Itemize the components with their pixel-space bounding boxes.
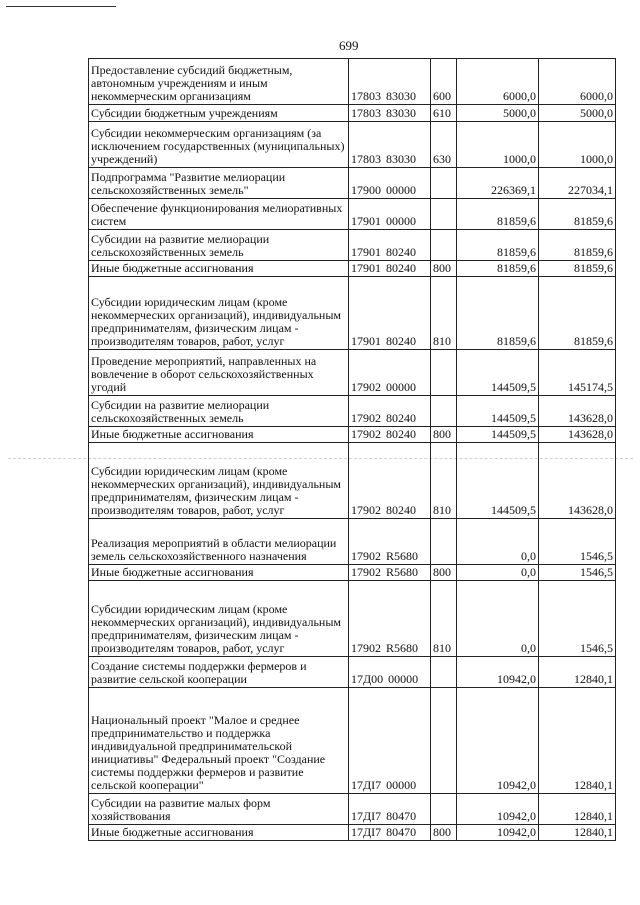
- row-name: Иные бюджетные ассигнования: [89, 825, 349, 841]
- table-row: [89, 277, 616, 350]
- budget-table-body: [89, 59, 616, 841]
- row-code: 17901 80240: [349, 261, 431, 277]
- row-code: 17902 80240: [349, 396, 431, 427]
- row-vr: [431, 168, 457, 199]
- row-value-2: 1546,5: [539, 581, 616, 657]
- row-value-2: 1000,0: [539, 122, 616, 168]
- row-name: Реализация мероприятий в области мелиорации земель сельскохозяйственного назначения: [89, 519, 349, 565]
- row-value-1: 10942,0: [457, 794, 539, 825]
- row-value-1: 144509,5: [457, 427, 539, 443]
- row-value-2: 81859,6: [539, 230, 616, 261]
- row-code: 17902 R5680: [349, 519, 431, 565]
- row-vr: [431, 230, 457, 261]
- row-name: Обеспечение функционирования мелиоративных систем: [89, 199, 349, 230]
- row-code: 17900 00000: [349, 168, 431, 199]
- row-value-1: 81859,6: [457, 230, 539, 261]
- row-value-2: 81859,6: [539, 261, 616, 277]
- row-code: 17ДI7 80470: [349, 794, 431, 825]
- table-row: [89, 261, 616, 277]
- row-code: 17901 00000: [349, 199, 431, 230]
- row-vr: 800: [431, 565, 457, 581]
- row-vr: [431, 688, 457, 794]
- row-value-1: 6000,0: [457, 59, 539, 105]
- row-vr: [431, 396, 457, 427]
- row-vr: [431, 199, 457, 230]
- row-value-1: 5000,0: [457, 105, 539, 122]
- table-row: [89, 396, 616, 427]
- budget-table: [88, 58, 616, 841]
- table-row: [89, 825, 616, 841]
- table-row: [89, 168, 616, 199]
- row-vr: 810: [431, 443, 457, 519]
- row-name: Проведение мероприятий, направленных на вовлечение в оборот сельскохозяйственных угодий: [89, 350, 349, 396]
- row-name: Предоставление субсидий бюджетным, автономным учреждениям и иным некоммерческим организациям: [89, 59, 349, 105]
- row-vr: 810: [431, 277, 457, 350]
- row-value-1: 10942,0: [457, 825, 539, 841]
- row-value-2: 81859,6: [539, 199, 616, 230]
- row-value-2: 81859,6: [539, 277, 616, 350]
- row-name: Подпрограмма "Развитие мелиорации сельскохозяйственных земель": [89, 168, 349, 199]
- row-value-2: 12840,1: [539, 825, 616, 841]
- top-rule: [6, 6, 116, 7]
- row-name: Создание системы поддержки фермеров и развитие сельской кооперации: [89, 657, 349, 688]
- row-name: Субсидии на развитие малых форм хозяйствования: [89, 794, 349, 825]
- row-code: 17803 83030: [349, 105, 431, 122]
- row-value-1: 226369,1: [457, 168, 539, 199]
- row-value-1: 144509,5: [457, 396, 539, 427]
- row-code: 17ДI7 80470: [349, 825, 431, 841]
- row-code: 17ДI7 00000: [349, 688, 431, 794]
- table-row: [89, 657, 616, 688]
- table-row: [89, 427, 616, 443]
- row-value-2: 12840,1: [539, 688, 616, 794]
- row-value-1: 81859,6: [457, 261, 539, 277]
- row-vr: 630: [431, 122, 457, 168]
- row-vr: 600: [431, 59, 457, 105]
- row-code: 17902 R5680: [349, 581, 431, 657]
- row-value-1: 0,0: [457, 581, 539, 657]
- row-value-2: 6000,0: [539, 59, 616, 105]
- row-vr: 610: [431, 105, 457, 122]
- row-value-1: 0,0: [457, 565, 539, 581]
- table-row: [89, 199, 616, 230]
- row-code: 17902 80240: [349, 427, 431, 443]
- row-value-1: 10942,0: [457, 688, 539, 794]
- row-name: Иные бюджетные ассигнования: [89, 565, 349, 581]
- page-number: 699: [339, 38, 359, 53]
- row-vr: [431, 519, 457, 565]
- row-code: 17901 80240: [349, 277, 431, 350]
- row-name: Субсидии юридическим лицам (кроме некоммерческих организаций), индивидуальным предпринимателям, физическим лицам - производителям товаров, работ, услуг: [89, 581, 349, 657]
- table-row: [89, 581, 616, 657]
- row-name: Иные бюджетные ассигнования: [89, 427, 349, 443]
- row-value-2: 143628,0: [539, 427, 616, 443]
- row-value-2: 1546,5: [539, 519, 616, 565]
- row-name: Субсидии некоммерческим организациям (за исключением государственных (муниципальных) учреждений): [89, 122, 349, 168]
- row-value-1: 0,0: [457, 519, 539, 565]
- row-vr: [431, 794, 457, 825]
- row-code: 17902 00000: [349, 350, 431, 396]
- row-vr: 800: [431, 261, 457, 277]
- row-value-2: 143628,0: [539, 396, 616, 427]
- row-value-1: 81859,6: [457, 199, 539, 230]
- row-code: 17902 80240: [349, 443, 431, 519]
- table-row: [89, 688, 616, 794]
- table-row: [89, 443, 616, 519]
- row-vr: 810: [431, 581, 457, 657]
- row-code: 17Д00 00000: [349, 657, 431, 688]
- row-value-2: 145174,5: [539, 350, 616, 396]
- table-row: [89, 350, 616, 396]
- table-row: [89, 565, 616, 581]
- row-code: 17803 83030: [349, 59, 431, 105]
- row-value-2: 227034,1: [539, 168, 616, 199]
- row-vr: 800: [431, 825, 457, 841]
- row-vr: [431, 657, 457, 688]
- table-row: [89, 122, 616, 168]
- row-name: Иные бюджетные ассигнования: [89, 261, 349, 277]
- row-value-1: 144509,5: [457, 443, 539, 519]
- row-name: Национальный проект "Малое и среднее предпринимательство и поддержка индивидуальной предпринимательской инициативы" Федеральный проект "Создание системы поддержки фермеров и развитие сельской кооперации": [89, 688, 349, 794]
- row-value-2: 143628,0: [539, 443, 616, 519]
- row-value-1: 10942,0: [457, 657, 539, 688]
- row-value-2: 5000,0: [539, 105, 616, 122]
- table-row: [89, 230, 616, 261]
- row-value-2: 1546,5: [539, 565, 616, 581]
- row-name: Субсидии юридическим лицам (кроме некоммерческих организаций), индивидуальным предпринимателям, физическим лицам - производителям товаров, работ, услуг: [89, 443, 349, 519]
- row-value-2: 12840,1: [539, 794, 616, 825]
- row-value-1: 81859,6: [457, 277, 539, 350]
- row-value-2: 12840,1: [539, 657, 616, 688]
- row-value-1: 144509,5: [457, 350, 539, 396]
- row-vr: 800: [431, 427, 457, 443]
- table-row: [89, 794, 616, 825]
- row-code: 17901 80240: [349, 230, 431, 261]
- row-vr: [431, 350, 457, 396]
- row-name: Субсидии бюджетным учреждениям: [89, 105, 349, 122]
- row-value-1: 1000,0: [457, 122, 539, 168]
- row-name: Субсидии на развитие мелиорации сельскохозяйственных земель: [89, 230, 349, 261]
- row-code: 17803 83030: [349, 122, 431, 168]
- row-name: Субсидии юридическим лицам (кроме некоммерческих организаций), индивидуальным предпринимателям, физическим лицам - производителям товаров, работ, услуг: [89, 277, 349, 350]
- table-row: [89, 59, 616, 105]
- row-name: Субсидии на развитие мелиорации сельскохозяйственных земель: [89, 396, 349, 427]
- table-row: [89, 105, 616, 122]
- table-row: [89, 519, 616, 565]
- row-code: 17902 R5680: [349, 565, 431, 581]
